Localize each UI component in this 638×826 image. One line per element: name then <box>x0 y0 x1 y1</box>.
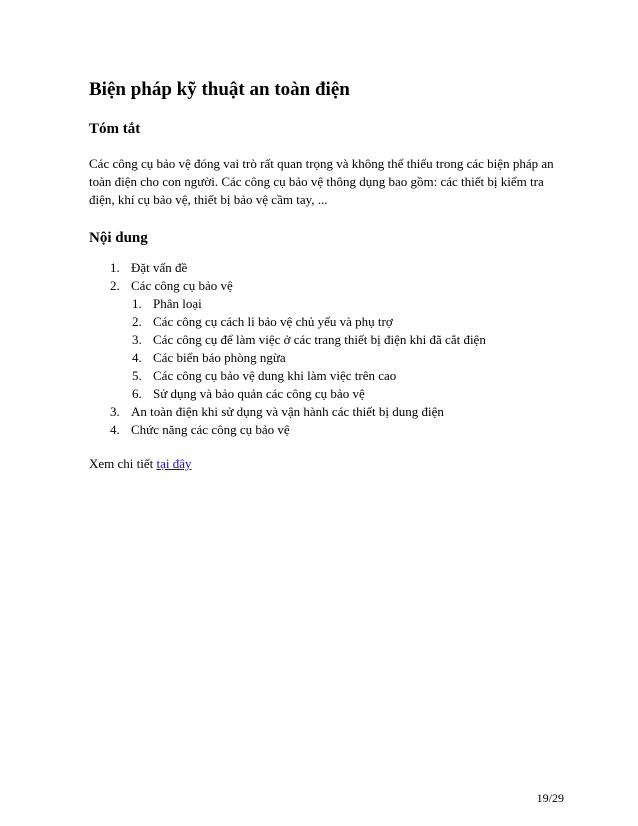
toc-sublist <box>132 295 559 403</box>
toc-item <box>110 259 559 277</box>
toc-item-text: Chức năng các công cụ bảo vệ <box>131 422 290 437</box>
toc-subitem <box>132 367 559 385</box>
toc-item-number: 2. <box>110 278 120 293</box>
toc-subitem-text: Sử dụng và bảo quản các công cụ bảo vệ <box>153 386 365 401</box>
see-more-prefix: Xem chi tiết <box>89 456 154 471</box>
toc-item-number: 4. <box>110 422 120 437</box>
toc-subitem <box>132 313 559 331</box>
toc-item <box>110 421 559 439</box>
toc-subitem <box>132 331 559 349</box>
toc-subitem-number: 5. <box>132 368 142 383</box>
document-page <box>89 78 559 473</box>
toc-subitem <box>132 349 559 367</box>
toc-subitem-number: 3. <box>132 332 142 347</box>
toc-subitem-text: Phân loại <box>153 296 202 311</box>
toc-subitem-number: 4. <box>132 350 142 365</box>
document-title: Biện pháp kỹ thuật an toàn điện <box>89 79 350 100</box>
toc-item-number: 3. <box>110 404 120 419</box>
toc-subitem <box>132 295 559 313</box>
summary-heading: Tóm tắt <box>89 121 141 137</box>
toc-subitem-text: Các biển báo phòng ngừa <box>153 350 286 365</box>
toc-subitem-text: Các công cụ bảo vệ dung khi làm việc trên cao <box>153 368 397 383</box>
toc-subitem <box>132 385 559 403</box>
see-more-link[interactable]: tại đây <box>156 456 192 471</box>
toc-subitem-text: Các công cụ cách li bảo vệ chủ yếu và phụ trợ <box>153 314 393 329</box>
toc-subitem-number: 6. <box>132 386 142 401</box>
content-heading: Nội dung <box>89 230 148 246</box>
toc-item-text: Đặt vấn đề <box>131 260 188 275</box>
toc-item-text: Các công cụ bảo vệ <box>131 278 233 293</box>
toc-item-number: 1. <box>110 260 120 275</box>
toc-subitem-number: 2. <box>132 314 142 329</box>
toc-subitem-number: 1. <box>132 296 142 311</box>
table-of-contents-continued <box>110 403 559 439</box>
page-number: 19/29 <box>536 791 564 805</box>
toc-subitem-text: Các công cụ để làm việc ở các trang thiết bị điện khi đã cắt điện <box>153 332 486 347</box>
table-of-contents <box>110 259 559 295</box>
toc-item <box>110 277 559 295</box>
toc-item <box>110 403 559 421</box>
summary-text: Các công cụ bảo vệ đóng vai trò rất quan trọng và không thể thiếu trong các biện pháp an toàn điện cho con người. Các công cụ bảo vệ thông dụng bao gồm: các thiết bị kiểm tra điện, khí cụ bảo vệ, thiết bị bảo vệ cầm tay, ... <box>89 156 554 207</box>
toc-item-text: An toàn điện khi sử dụng và vận hành các thiết bị dung điện <box>131 404 444 419</box>
see-more-line <box>89 455 559 473</box>
